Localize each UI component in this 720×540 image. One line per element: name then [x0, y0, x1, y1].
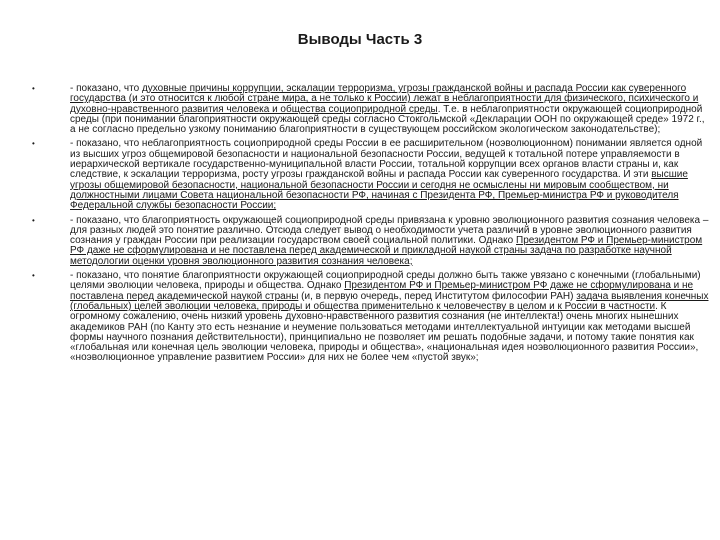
slide-title: Выводы Часть 3	[297, 31, 423, 48]
underlined-text-segment: Президентом РФ и Премьер-министром РФ даже не сформулирована и не поставлена перед академической и прикладной наукой страны задача по разработке научной методологии оценки уровня эволюционного развития сознания человека;	[70, 235, 703, 267]
bullet-item	[32, 84, 712, 135]
text-segment: . К огромному сожалению, очень низкий уровень духовно-нравственного развития сознания (не интеллекта!) очень многих нынешних академиков РАН (по Канту это есть незнание и неумение пользоваться методами интеллектуальной интуиции как методами высшей формы научного познания действительности), принципиально не позволяет им решать подобные задачи, и потому такие понятия как «глобальная или конечная цель эволюции человека, природы и общества», «национальная идея ноэволюционного развития России», «ноэволюционное управление развитием России» для них не более чем «пустой звук»;	[70, 300, 699, 364]
bullet-marker: •	[32, 139, 35, 149]
text-segment: (и, в первую очередь, перед Институтом философии РАН)	[298, 290, 577, 302]
text-segment: - показано, что	[70, 83, 142, 94]
text-segment: - показано, что благоприятность окружающей социоприродной среды привязана к уровню эволюционного развития сознания человека – для разных людей это понятие различно. Отсюда следует вывод о необходимости учета различий в уровне эволюционного развития сознания у граждан России при реализации государством своей социальной политики. Однако	[70, 214, 709, 247]
underlined-text-segment: задача выявления конечных (глобальных) целей эволюции человека, природы и общества применительно к человечеству в целом и к России в частности	[70, 290, 709, 312]
text-segment: - показано, что неблагоприятность социоприродной среды России в ее расширительном (ноэволюционном) понимании является одной из высших угроз общемировой безопасности и национальной безопасности России, ведущей к тотальной потере управляемости в иерархической вертикале государственно-муниципальной власти России, тотальной коррупции всех органов власти страны и, как следствие, к эскалации терроризма, росту угрозы гражданской войны и распада России как суверенного государства. И эти	[70, 138, 703, 181]
text-segment: - показано, что понятие благоприятности окружающей социоприродной среды должно быть также увязано с конечными (глобальными) целями эволюции человека, природы и общества. Однако	[70, 270, 701, 292]
bullet-item	[32, 139, 712, 211]
underlined-text-segment: высшие угрозы общемировой безопасности, национальной безопасности России и сегодня не осмыслены ни мировым сообществом, ни должностными лицами Совета национальной безопасности РФ, начиная с Президента РФ, Премьер-министра РФ и руководителя Федеральной службы безопасности России;	[70, 169, 688, 212]
bullet-marker: •	[32, 84, 35, 93]
text-segment: . Т.е. в неблагоприятности окружающей социоприродной среды (при понимании благоприятности окружающей среды согласно Стокгольмской «Декларации ООН по окружающей среде» 1972 г., а не согласно предельно узкому пониманию благоприятности в существующем российском экологическом законодательстве);	[70, 103, 705, 136]
underlined-text-segment: духовные причины коррупции, эскалации терроризма, угрозы гражданской войны и распада России как суверенного государства (и это относится к любой стране мира, а не только к России) лежат в неблагоприятности для физического, психического и духовно-нравственного развития человека и общества социоприродной среды	[70, 83, 699, 115]
bullet-item	[32, 216, 712, 267]
bullet-marker: •	[32, 215, 35, 225]
bullet-item	[32, 271, 712, 364]
bullet-list	[32, 84, 712, 368]
bullet-marker: •	[32, 271, 35, 281]
underlined-text-segment: Президентом РФ и Премьер-министром РФ даже не сформулирована и не поставлена перед академической наукой страны	[70, 280, 694, 302]
